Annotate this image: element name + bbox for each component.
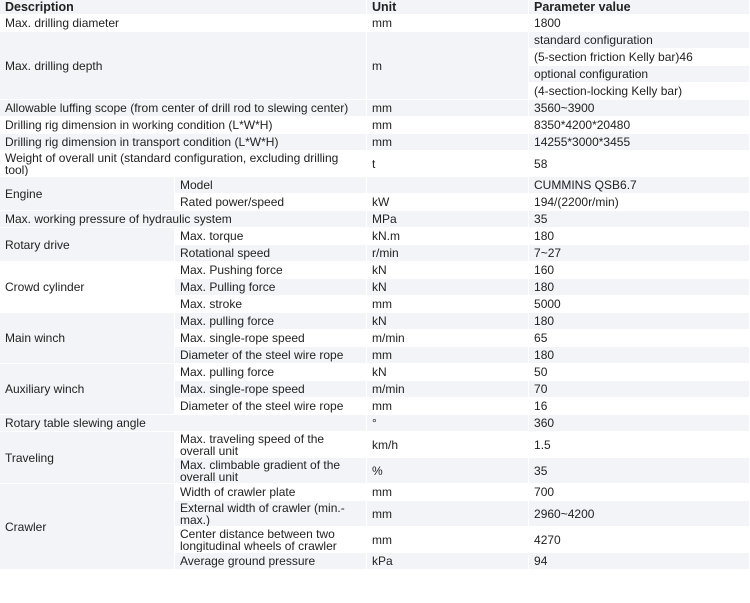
row-label: Center distance between two longitudinal wheels of crawler	[175, 527, 367, 553]
table-row	[0, 117, 750, 134]
group-label-crawler: Crawler	[0, 484, 175, 570]
table-row	[0, 100, 750, 117]
row-value: 180	[529, 228, 750, 245]
row-label: Diameter of the steel wire rope	[175, 347, 367, 364]
row-unit: mm	[367, 501, 529, 527]
table-row	[0, 15, 750, 32]
table-row	[0, 32, 750, 49]
row-unit: kW	[367, 194, 529, 211]
row-label: Max. drilling depth	[0, 32, 367, 100]
table-row	[0, 134, 750, 151]
row-value: (4-section-locking Kelly bar)	[529, 83, 750, 100]
row-label: Max. single-rope speed	[175, 381, 367, 398]
row-value: 3560~3900	[529, 100, 750, 117]
group-label-engine: Engine	[0, 177, 175, 211]
row-unit: °	[367, 415, 529, 432]
row-value: 7~27	[529, 245, 750, 262]
row-value: 50	[529, 364, 750, 381]
header-unit: Unit	[367, 0, 529, 15]
row-label: Max. pulling force	[175, 364, 367, 381]
row-value: 180	[529, 313, 750, 330]
row-unit: r/min	[367, 245, 529, 262]
row-value: 58	[529, 151, 750, 177]
row-value: 35	[529, 211, 750, 228]
row-label: Weight of overall unit (standard configuration, excluding drilling tool)	[0, 151, 367, 177]
table-row	[0, 228, 750, 245]
row-unit: kN	[367, 262, 529, 279]
group-label-traveling: Traveling	[0, 432, 175, 484]
row-value: 65	[529, 330, 750, 347]
row-label: Max. torque	[175, 228, 367, 245]
row-label: Max. pulling force	[175, 313, 367, 330]
row-label: Max. working pressure of hydraulic system	[0, 211, 367, 228]
row-value: 4270	[529, 527, 750, 553]
row-unit: m/min	[367, 330, 529, 347]
row-unit: mm	[367, 134, 529, 151]
row-unit: mm	[367, 100, 529, 117]
row-unit: mm	[367, 484, 529, 501]
row-value: 1.5	[529, 432, 750, 458]
row-label: Rotational speed	[175, 245, 367, 262]
row-value: 70	[529, 381, 750, 398]
row-value: 16	[529, 398, 750, 415]
group-label-aux-winch: Auxiliary winch	[0, 364, 175, 415]
row-value: CUMMINS QSB6.7	[529, 177, 750, 194]
row-label: Max. drilling diameter	[0, 15, 367, 32]
table-row	[0, 415, 750, 432]
row-unit: mm	[367, 527, 529, 553]
row-unit	[367, 177, 529, 194]
table-row	[0, 177, 750, 194]
row-label: Max. Pushing force	[175, 262, 367, 279]
row-label: External width of crawler (min.-max.)	[175, 501, 367, 527]
row-unit: mm	[367, 347, 529, 364]
row-label: Rated power/speed	[175, 194, 367, 211]
row-unit: kN	[367, 313, 529, 330]
row-label: Max. Pulling force	[175, 279, 367, 296]
row-unit: %	[367, 458, 529, 484]
table-row	[0, 151, 750, 177]
row-unit: mm	[367, 296, 529, 313]
row-label: Max. traveling speed of the overall unit	[175, 432, 367, 458]
row-unit: t	[367, 151, 529, 177]
table-row	[0, 211, 750, 228]
header-description: Description	[0, 0, 367, 15]
row-value: 180	[529, 347, 750, 364]
row-label: Max. climbable gradient of the overall unit	[175, 458, 367, 484]
table-row	[0, 313, 750, 330]
row-value: 160	[529, 262, 750, 279]
row-label: Max. stroke	[175, 296, 367, 313]
row-label: Allowable luffing scope (from center of drill rod to slewing center)	[0, 100, 367, 117]
row-unit: kN.m	[367, 228, 529, 245]
row-label: Average ground pressure	[175, 553, 367, 570]
row-value: 360	[529, 415, 750, 432]
row-value: 1800	[529, 15, 750, 32]
row-unit: mm	[367, 117, 529, 134]
row-label: Rotary table slewing angle	[0, 415, 367, 432]
row-value: 2960~4200	[529, 501, 750, 527]
row-value: (5-section friction Kelly bar)46	[529, 49, 750, 66]
row-label: Max. single-rope speed	[175, 330, 367, 347]
row-unit: m	[367, 32, 529, 100]
row-label: Width of crawler plate	[175, 484, 367, 501]
row-value: 8350*4200*20480	[529, 117, 750, 134]
header-value: Parameter value	[529, 0, 750, 15]
table-row	[0, 432, 750, 458]
row-unit: km/h	[367, 432, 529, 458]
row-unit: kPa	[367, 553, 529, 570]
row-label: Model	[175, 177, 367, 194]
row-unit: mm	[367, 398, 529, 415]
row-label: Drilling rig dimension in transport condition (L*W*H)	[0, 134, 367, 151]
row-value: optional configuration	[529, 66, 750, 83]
group-label-main-winch: Main winch	[0, 313, 175, 364]
header-row	[0, 0, 750, 15]
row-unit: MPa	[367, 211, 529, 228]
row-unit: kN	[367, 364, 529, 381]
row-unit: m/min	[367, 381, 529, 398]
table-row	[0, 364, 750, 381]
row-label: Diameter of the steel wire rope	[175, 398, 367, 415]
table-row	[0, 262, 750, 279]
group-label-rotary: Rotary drive	[0, 228, 175, 262]
row-value: 700	[529, 484, 750, 501]
row-value: 194/(2200r/min)	[529, 194, 750, 211]
table-row	[0, 484, 750, 501]
row-value: 180	[529, 279, 750, 296]
row-value: standard configuration	[529, 32, 750, 49]
row-unit: mm	[367, 15, 529, 32]
row-value: 94	[529, 553, 750, 570]
row-value: 35	[529, 458, 750, 484]
row-value: 14255*3000*3455	[529, 134, 750, 151]
row-label: Drilling rig dimension in working condition (L*W*H)	[0, 117, 367, 134]
row-value: 5000	[529, 296, 750, 313]
row-unit: kN	[367, 279, 529, 296]
group-label-crowd: Crowd cylinder	[0, 262, 175, 313]
